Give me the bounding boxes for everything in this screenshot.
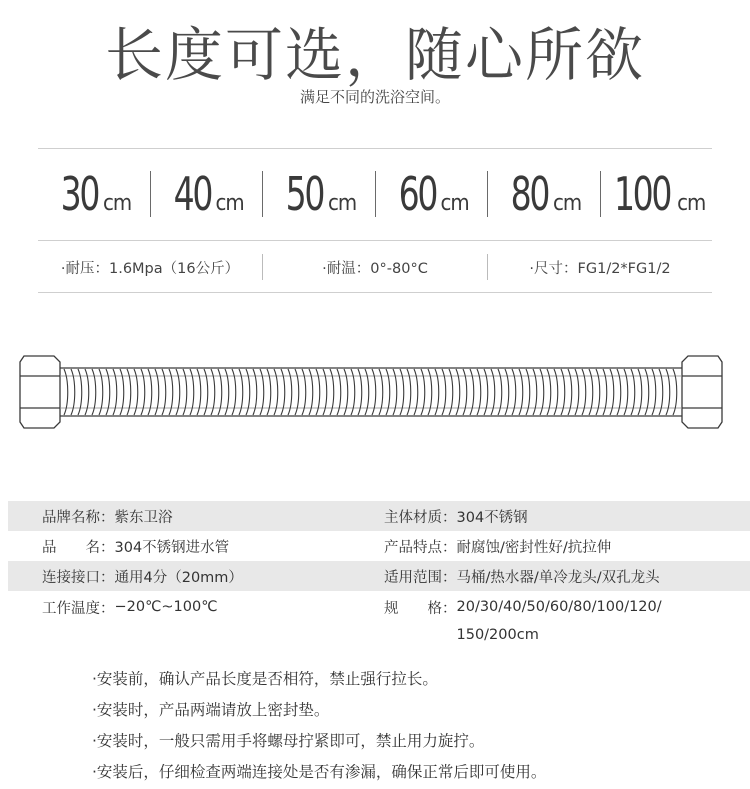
divider <box>38 240 712 241</box>
usage-label: 适用范围： <box>384 569 457 586</box>
connector-label: 连接接口： <box>42 569 115 586</box>
spec-sizes-label: 规 格： <box>384 601 457 617</box>
install-notes <box>92 664 546 788</box>
page-subtitle: 满足不同的洗浴空间。 <box>299 88 450 106</box>
install-note: ·安装时，产品两端请放上密封垫。 <box>92 701 330 719</box>
install-note: ·安装后，仔细检查两端连接处是否有渗漏，确保正常后即可使用。 <box>92 763 547 781</box>
length-option-80: 80 cm <box>510 167 582 221</box>
material-label: 主体材质： <box>384 509 457 526</box>
table-row <box>8 531 750 561</box>
hose-illustration <box>16 350 736 434</box>
spec-temperature: ·耐温：0°-80°C <box>322 260 428 277</box>
length-option-50: 50 cm <box>285 167 357 221</box>
spec-table <box>8 501 750 651</box>
length-option-100: 100 cm <box>614 167 706 221</box>
spec-sizes-value: 20/30/40/50/60/80/100/120/ 150/200cm <box>456 599 662 643</box>
table-row <box>8 561 750 591</box>
brand-label: 品牌名称： <box>42 509 115 526</box>
page-title: 长度可选，随心所欲 <box>104 21 645 89</box>
connector-value: 通用4分（20mm） <box>114 569 243 586</box>
length-option-60: 60 cm <box>398 167 469 221</box>
product-name-label: 品 名： <box>42 539 115 556</box>
temperature-value: −20℃~100℃ <box>114 599 218 615</box>
install-note: ·安装时，一般只需用手将螺母拧紧即可，禁止用力旋拧。 <box>92 732 485 750</box>
material-value: 304不锈钢 <box>456 509 528 526</box>
temperature-label: 工作温度： <box>42 601 115 617</box>
features-label: 产品特点： <box>384 539 457 556</box>
length-options <box>38 160 712 228</box>
table-row <box>8 501 750 531</box>
spec-size: ·尺寸：FG1/2*FG1/2 <box>529 260 671 277</box>
features-value: 耐腐蚀/密封性好/抗拉伸 <box>456 539 612 556</box>
length-option-30: 30 cm <box>60 167 132 221</box>
length-option-40: 40 cm <box>173 167 244 221</box>
table-row <box>8 591 750 651</box>
usage-value: 马桶/热水器/单冷龙头/双孔龙头 <box>456 569 660 586</box>
product-name-value: 304不锈钢进水管 <box>114 539 230 556</box>
divider <box>38 148 712 149</box>
brand-value: 紫东卫浴 <box>114 509 173 526</box>
spec-bar <box>38 252 712 282</box>
install-note: ·安装前，确认产品长度是否相符，禁止强行拉长。 <box>92 670 438 688</box>
divider <box>38 292 712 293</box>
spec-pressure: ·耐压：1.6Mpa（16公斤） <box>60 260 240 277</box>
